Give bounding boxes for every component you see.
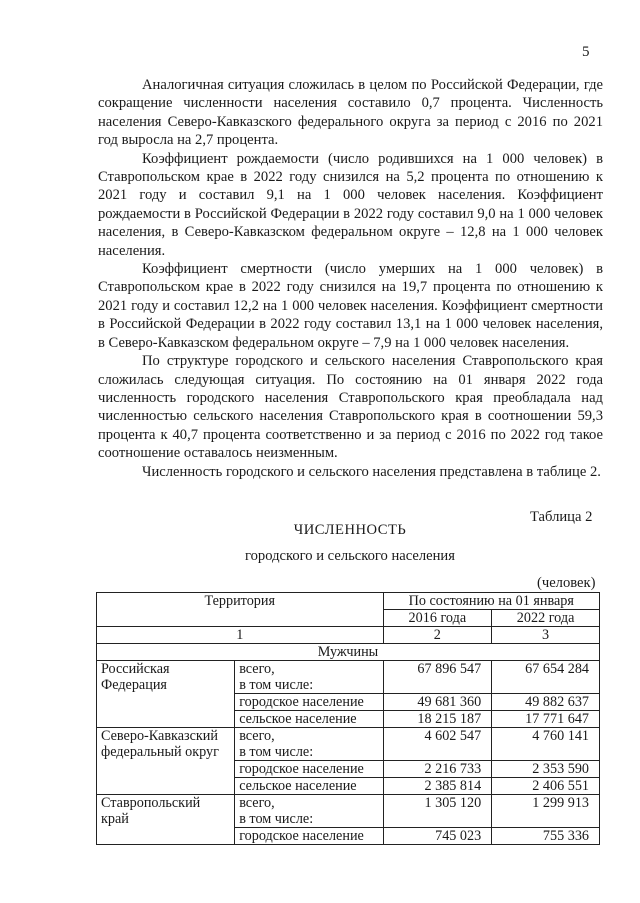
- table-title: ЧИСЛЕННОСТЬ: [293, 522, 407, 538]
- value-cell: 755 336: [492, 828, 600, 845]
- column-number: 1: [97, 627, 384, 644]
- category-cell: городское население: [235, 761, 383, 778]
- label-including: в том числе:: [239, 744, 314, 760]
- value-cell: 2 406 551: [492, 778, 600, 795]
- territory-cell: Северо-Кавказский федеральный округ: [97, 728, 235, 795]
- value-cell: 745 023: [383, 828, 492, 845]
- header-territory: Территория: [97, 593, 384, 627]
- paragraph: Численность городского и сельского населения представлена в таблице 2.: [142, 463, 601, 480]
- table-subtitle: городского и сельского населения: [245, 548, 455, 564]
- table-header-row: [97, 593, 600, 610]
- category-cell: [235, 795, 383, 828]
- page-number: 5: [582, 44, 590, 60]
- category-cell: сельское население: [235, 778, 383, 795]
- value-cell: 2 353 590: [492, 761, 600, 778]
- table-label: Таблица 2: [530, 509, 593, 525]
- category-cell: [235, 661, 383, 694]
- value-cell: 18 215 187: [383, 711, 492, 728]
- label-including: в том числе:: [239, 811, 314, 827]
- label-including: в том числе:: [239, 677, 314, 693]
- population-table: [96, 592, 600, 845]
- value-cell: 2 385 814: [383, 778, 492, 795]
- label-total: всего,: [239, 728, 275, 744]
- value-cell: 4 760 141: [492, 728, 600, 761]
- paragraph: Коэффициент рождаемости (число родившихся на 1 000 человек) в Ставропольском крае в 2022 году снизился на 5,2 процента по отношению к 2021 году и составил 9,1 на 1 000 человек населения. Коэффициент рождаемости в Российской Федерации в 2022 году составил 9,0 на 1 000 человек населения, в Северо-Кавказском федеральном округе – 12,8 на 1 000 человек населения.: [98, 150, 603, 259]
- category-cell: сельское население: [235, 711, 383, 728]
- table-unit: (человек): [537, 575, 596, 591]
- header-as-of: По состоянию на 01 января: [383, 593, 600, 610]
- label-total: всего,: [239, 795, 275, 811]
- label-total: всего,: [239, 661, 275, 677]
- category-cell: городское население: [235, 694, 383, 711]
- territory-cell: Ставропольский край: [97, 795, 235, 845]
- value-cell: 67 654 284: [492, 661, 600, 694]
- table-column-numbers: [97, 627, 600, 644]
- header-year-2: 2022 года: [492, 610, 600, 627]
- value-cell: 2 216 733: [383, 761, 492, 778]
- table-row: [97, 795, 600, 828]
- territory-cell: Российская Федерация: [97, 661, 235, 728]
- value-cell: 49 882 637: [492, 694, 600, 711]
- table-row: [97, 661, 600, 694]
- value-cell: 4 602 547: [383, 728, 492, 761]
- value-cell: 49 681 360: [383, 694, 492, 711]
- category-cell: городское население: [235, 828, 383, 845]
- table-row: [97, 728, 600, 761]
- category-cell: [235, 728, 383, 761]
- paragraph: Коэффициент смертности (число умерших на 1 000 человек) в Ставропольском крае в 2022 году снизился на 19,7 процента по отношению к 2021 году и составил 12,2 на 1 000 человек населения. Коэффициент смертности в Российской Федерации в 2022 году составил 13,1 на 1 000 человек населения, в Северо-Кавказском федеральном округе – 7,9 на 1 000 человек населения.: [98, 261, 603, 351]
- paragraph: По структуре городского и сельского населения Ставропольского края сложилась следующая ситуация. По состоянию на 01 января 2022 года численность городского населения Ставропольского края преобладала над численностью сельского населения Ставропольского края в соотношении 59,3 процента к 40,7 процента соответственно и за период с 2016 по 2022 год такое соотношение оставалось неизменным.: [98, 353, 603, 462]
- paragraph: Аналогичная ситуация сложилась в целом по Российской Федерации, где сокращение численности населения составило 0,7 процента. Численность населения Северо-Кавказского федерального округа за период с 2016 по 2021 год выросла на 2,7 процента.: [98, 77, 603, 149]
- value-cell: 17 771 647: [492, 711, 600, 728]
- header-year-1: 2016 года: [383, 610, 492, 627]
- body-text: [98, 76, 603, 481]
- value-cell: 1 299 913: [492, 795, 600, 828]
- table-section-row: [97, 644, 600, 661]
- value-cell: 67 896 547: [383, 661, 492, 694]
- section-men: Мужчины: [97, 644, 600, 661]
- value-cell: 1 305 120: [383, 795, 492, 828]
- column-number: 3: [492, 627, 600, 644]
- column-number: 2: [383, 627, 492, 644]
